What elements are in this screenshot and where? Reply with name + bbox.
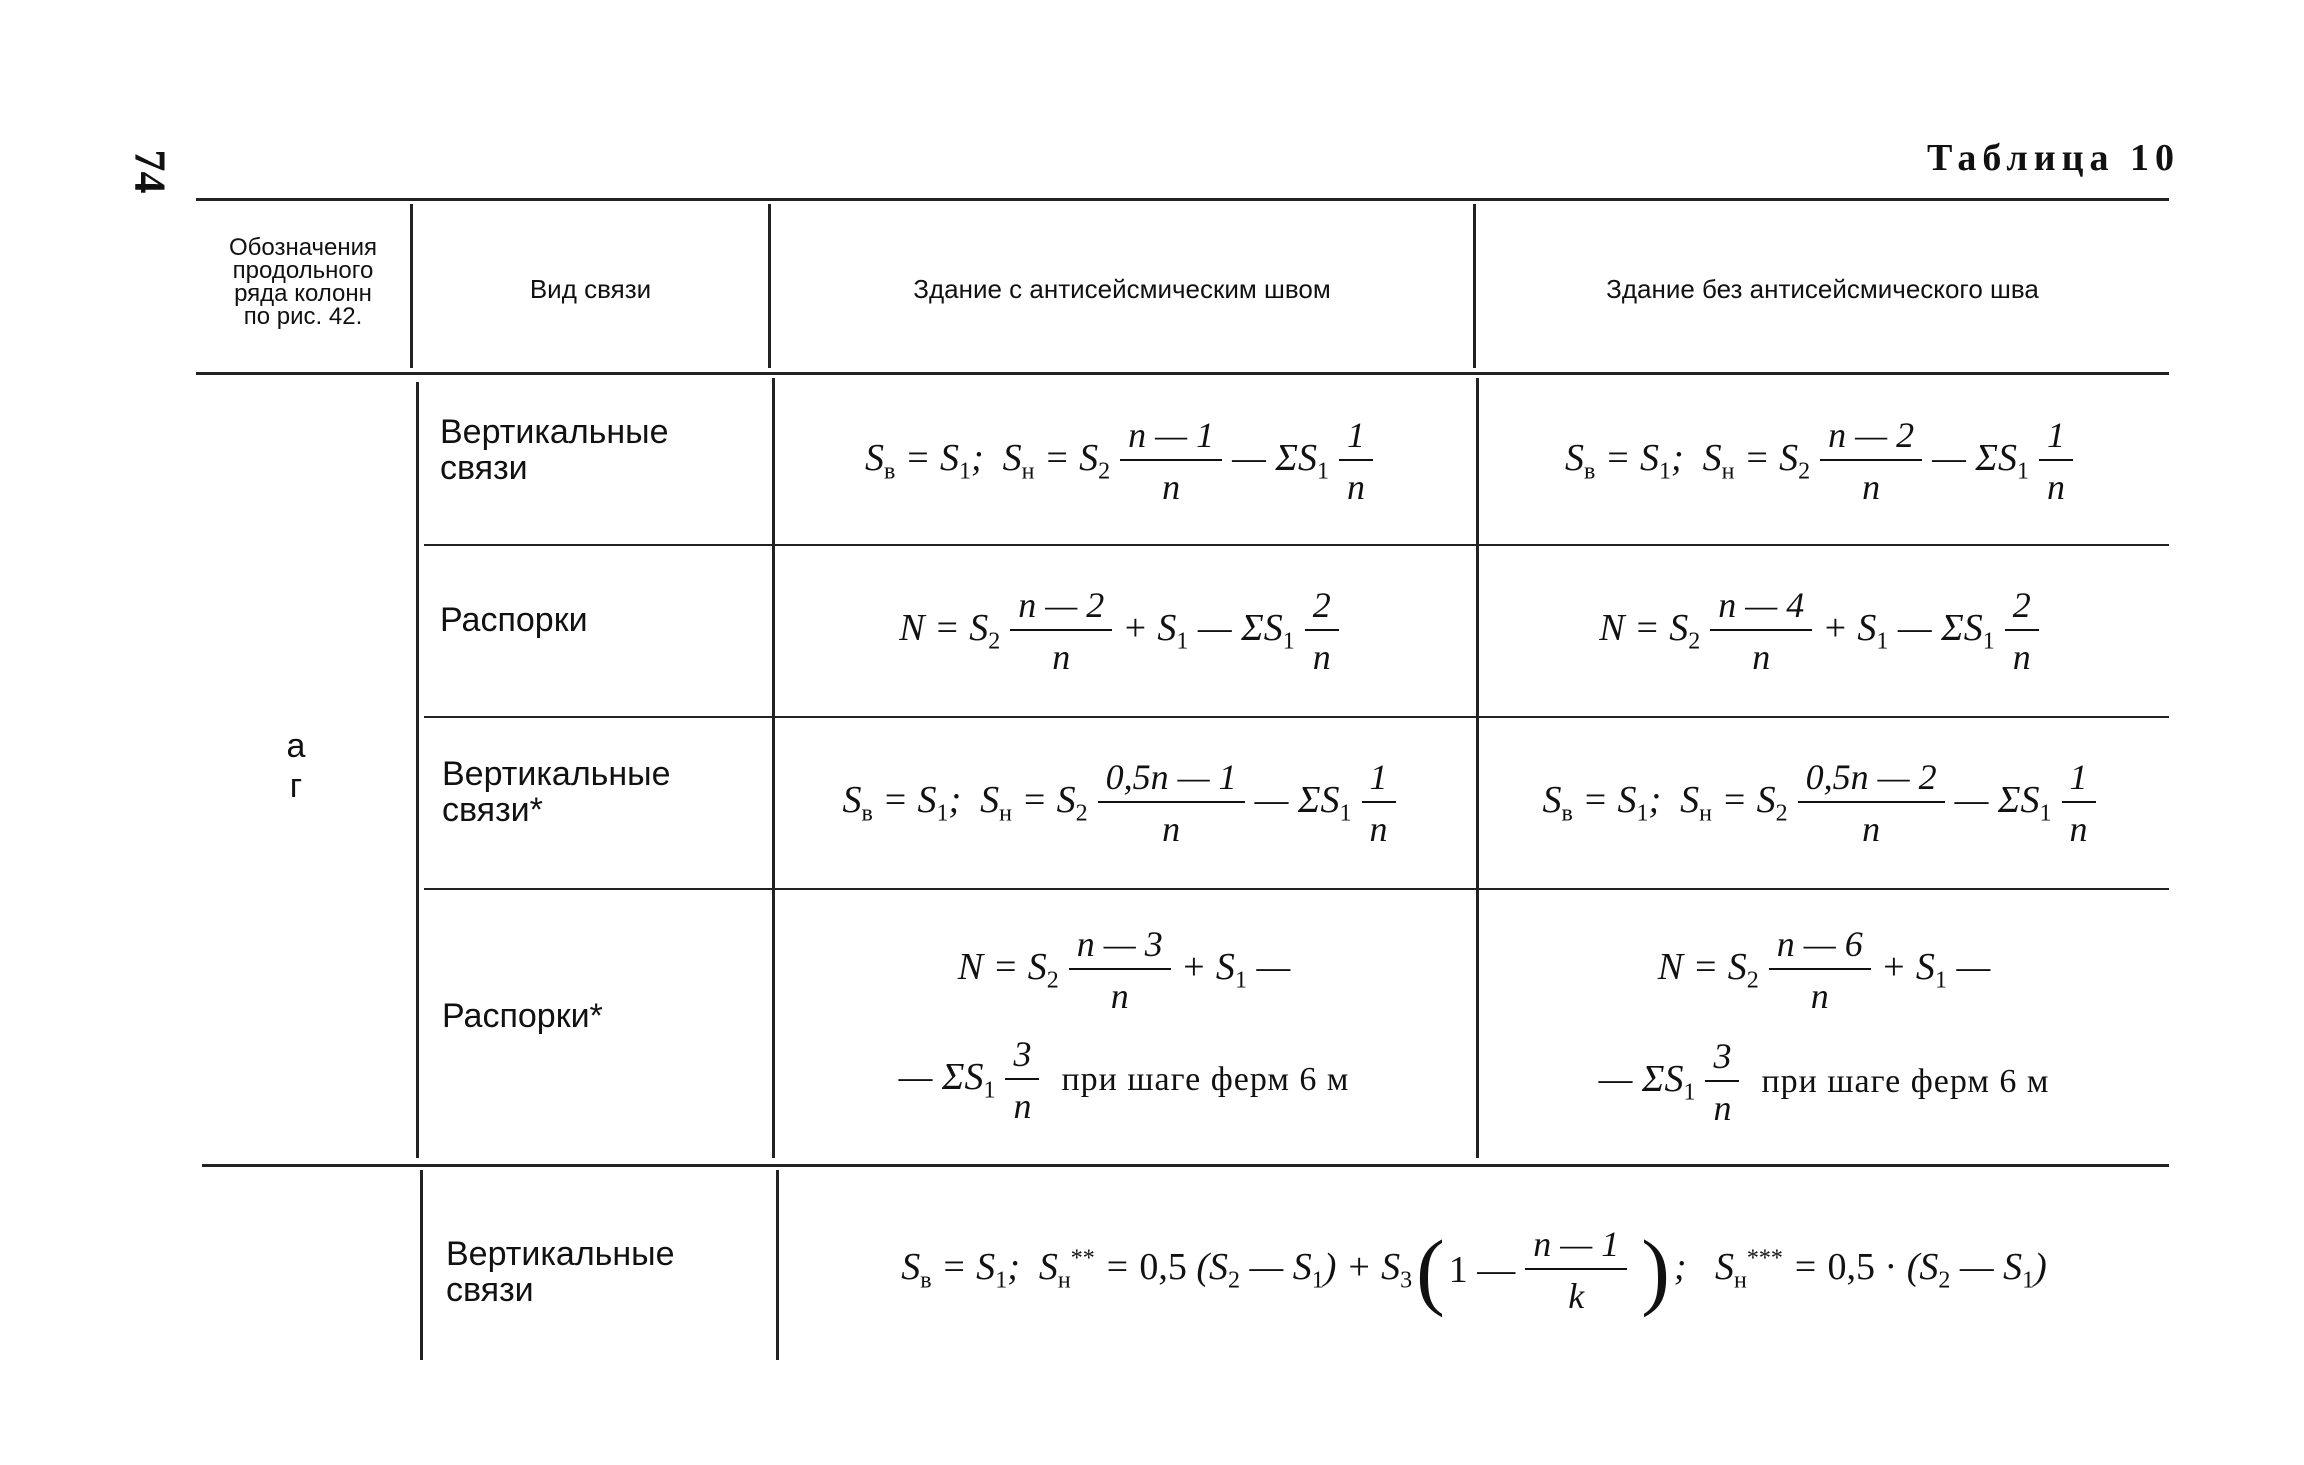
formula-tail: + $S_1$ — — [1880, 946, 1991, 994]
fraction-denominator: n — [2069, 809, 2088, 849]
table-top-rule — [196, 198, 2169, 201]
header-col-designation — [196, 236, 410, 328]
row-label-line: Распорки — [440, 601, 588, 639]
formula-r3-without-seam — [1479, 718, 2169, 888]
fraction-denominator: n — [1810, 976, 1829, 1016]
fraction-numerator: n — 4 — [1710, 585, 1812, 631]
fraction-numerator: n — 1 — [1525, 1224, 1627, 1270]
fraction — [1098, 757, 1245, 849]
row-label-line: связи — [440, 449, 528, 487]
group2-col-divider-1 — [420, 1170, 423, 1360]
row-label-line: Вертикальные — [442, 755, 671, 793]
formula-mid: — $\Sigma S_1$ — [1932, 437, 2030, 485]
fraction-denominator: n — [1713, 1088, 1732, 1128]
fraction — [1525, 1224, 1627, 1316]
formula-mid: + $S_1$ — $\Sigma S_1$ — [1122, 607, 1295, 655]
row-label-line: Вертикальные — [446, 1235, 675, 1273]
fraction — [1710, 585, 1812, 677]
formula-lhs: $N = S_2$ — [1599, 607, 1701, 655]
fraction — [2005, 585, 2039, 677]
header-col-designation-line: Обозначения — [228, 234, 378, 261]
fraction-denominator: n — [1013, 1086, 1032, 1126]
fraction — [1005, 1034, 1039, 1126]
formula-mid: — $\Sigma S_1$ — [1254, 779, 1352, 827]
formula-note: при шаге ферм 6 м — [1761, 1063, 2050, 1100]
header-col-without-seam: Здание без антисейсмического шва — [1606, 274, 2039, 304]
fraction-denominator: n — [1312, 637, 1331, 677]
fraction-numerator: 1 — [2039, 415, 2073, 461]
group-letter-a: а — [286, 727, 306, 765]
fraction — [2039, 415, 2073, 507]
formula-inner-lhs: 1 — — [1448, 1249, 1516, 1291]
header-col-designation-line: продольного — [232, 257, 374, 284]
fraction-numerator: 2 — [2005, 585, 2039, 631]
fraction-numerator: 1 — [2062, 757, 2096, 803]
fraction-numerator: 3 — [1005, 1034, 1039, 1080]
row-label-line: связи — [446, 1271, 534, 1309]
fraction-denominator: n — [2047, 467, 2066, 507]
formula-lhs: $S_в = S_1$; $S_н = S_2$ — [1542, 779, 1788, 827]
formula-lhs: $N = S_2$ — [1657, 946, 1759, 994]
formula-part2: ; $S_н^{***} = 0,5 \cdot (S_2$ — $S_1$) — [1673, 1245, 2047, 1294]
fraction-denominator: n — [1369, 809, 1388, 849]
fraction — [2062, 757, 2096, 849]
header-col-with-seam: Здание с антисейсмическим швом — [913, 274, 1331, 304]
row-label-vertical-bracing — [440, 414, 669, 486]
fraction-denominator: n — [1347, 467, 1366, 507]
fraction — [1820, 415, 1922, 507]
header-bottom-rule — [196, 372, 2169, 375]
formula-r1-without-seam — [1479, 378, 2169, 544]
fraction-numerator: n — 3 — [1069, 924, 1171, 970]
fraction — [1305, 585, 1339, 677]
fraction-numerator: 1 — [1362, 757, 1396, 803]
fraction — [1120, 415, 1222, 507]
formula-lhs: — $\Sigma S_1$ — [1598, 1058, 1696, 1106]
fraction-numerator: 1 — [1339, 415, 1373, 461]
fraction — [1010, 585, 1112, 677]
fraction-denominator: n — [1862, 467, 1881, 507]
fraction — [1705, 1036, 1739, 1128]
fraction-numerator: 2 — [1305, 585, 1339, 631]
fraction-numerator: n — 1 — [1120, 415, 1222, 461]
header-col-bracing-type: Вид связи — [529, 274, 652, 304]
formula-r4-without-seam-line1 — [1479, 910, 2169, 1030]
group1-col-divider-1 — [416, 382, 419, 1158]
row-divider-3 — [424, 888, 2169, 890]
row-label-struts-star — [442, 998, 603, 1034]
formula-r1-with-seam — [775, 378, 1473, 544]
header-col-designation-line: по рис. 42. — [243, 303, 363, 330]
formula-part1: $S_в = S_1$; $S_н^{**} = 0,5$ ($S_2$ — $S_1) + S_3$ — [901, 1245, 1413, 1294]
formula-lhs: $N = S_2$ — [957, 946, 1059, 994]
formula-r4-with-seam-line1 — [775, 910, 1473, 1030]
fraction-denominator: n — [2012, 637, 2031, 677]
formula-r3-with-seam — [775, 718, 1473, 888]
fraction-denominator: n — [1052, 637, 1071, 677]
paren-open: ( — [1416, 1222, 1445, 1318]
formula-group2-combined — [779, 1180, 2169, 1360]
formula-lhs: $S_в = S_1$; $S_н = S_2$ — [864, 437, 1111, 485]
formula-r2-without-seam — [1479, 546, 2169, 716]
formula-note: при шаге ферм 6 м — [1061, 1061, 1350, 1098]
group-divider-rule — [202, 1164, 2169, 1167]
formula-tail: + $S_1$ — — [1180, 946, 1291, 994]
paren-close: ) — [1641, 1222, 1670, 1318]
table-title: Таблица 10 — [1926, 137, 2180, 179]
fraction-numerator: 3 — [1705, 1036, 1739, 1082]
formula-mid: — $\Sigma S_1$ — [1232, 437, 1330, 485]
group-letter-g: г — [289, 767, 303, 805]
row-label-line: связи* — [442, 791, 543, 829]
formula-lhs: $S_в = S_1$; $S_н = S_2$ — [1564, 437, 1811, 485]
fraction-numerator: n — 2 — [1820, 415, 1922, 461]
header-col-designation-line: ряда колонн — [234, 280, 372, 307]
fraction-numerator: 0,5n — 1 — [1098, 757, 1245, 803]
formula-lhs: $S_в = S_1$; $S_н = S_2$ — [842, 779, 1088, 827]
fraction-denominator: k — [1568, 1276, 1585, 1316]
fraction-denominator: n — [1110, 976, 1129, 1016]
formula-r4-without-seam-line2 — [1479, 1022, 2169, 1142]
row-label-line: Распорки* — [442, 997, 603, 1035]
row-label-struts — [440, 602, 588, 638]
formula-lhs: — $\Sigma S_1$ — [898, 1056, 996, 1104]
formula-r4-with-seam-line2 — [775, 1020, 1473, 1140]
row-label-vertical-bracing-group2 — [446, 1236, 675, 1308]
fraction-denominator: n — [1162, 467, 1181, 507]
fraction-denominator: n — [1752, 637, 1771, 677]
fraction — [1798, 757, 1945, 849]
fraction — [1769, 924, 1871, 1016]
formula-r2-with-seam — [775, 546, 1473, 716]
fraction-numerator: n — 2 — [1010, 585, 1112, 631]
row-label-vertical-bracing-star — [442, 756, 671, 828]
row-label-line: Вертикальные — [440, 413, 669, 451]
fraction — [1339, 415, 1373, 507]
fraction — [1069, 924, 1171, 1016]
fraction-denominator: n — [1162, 809, 1181, 849]
formula-mid: — $\Sigma S_1$ — [1954, 779, 2052, 827]
formula-mid: + $S_1$ — $\Sigma S_1$ — [1822, 607, 1995, 655]
fraction-denominator: n — [1862, 809, 1881, 849]
fraction-numerator: n — 6 — [1769, 924, 1871, 970]
fraction-numerator: 0,5n — 2 — [1798, 757, 1945, 803]
page-number: 74 — [125, 149, 175, 194]
fraction — [1362, 757, 1396, 849]
formula-lhs: $N = S_2$ — [899, 607, 1001, 655]
